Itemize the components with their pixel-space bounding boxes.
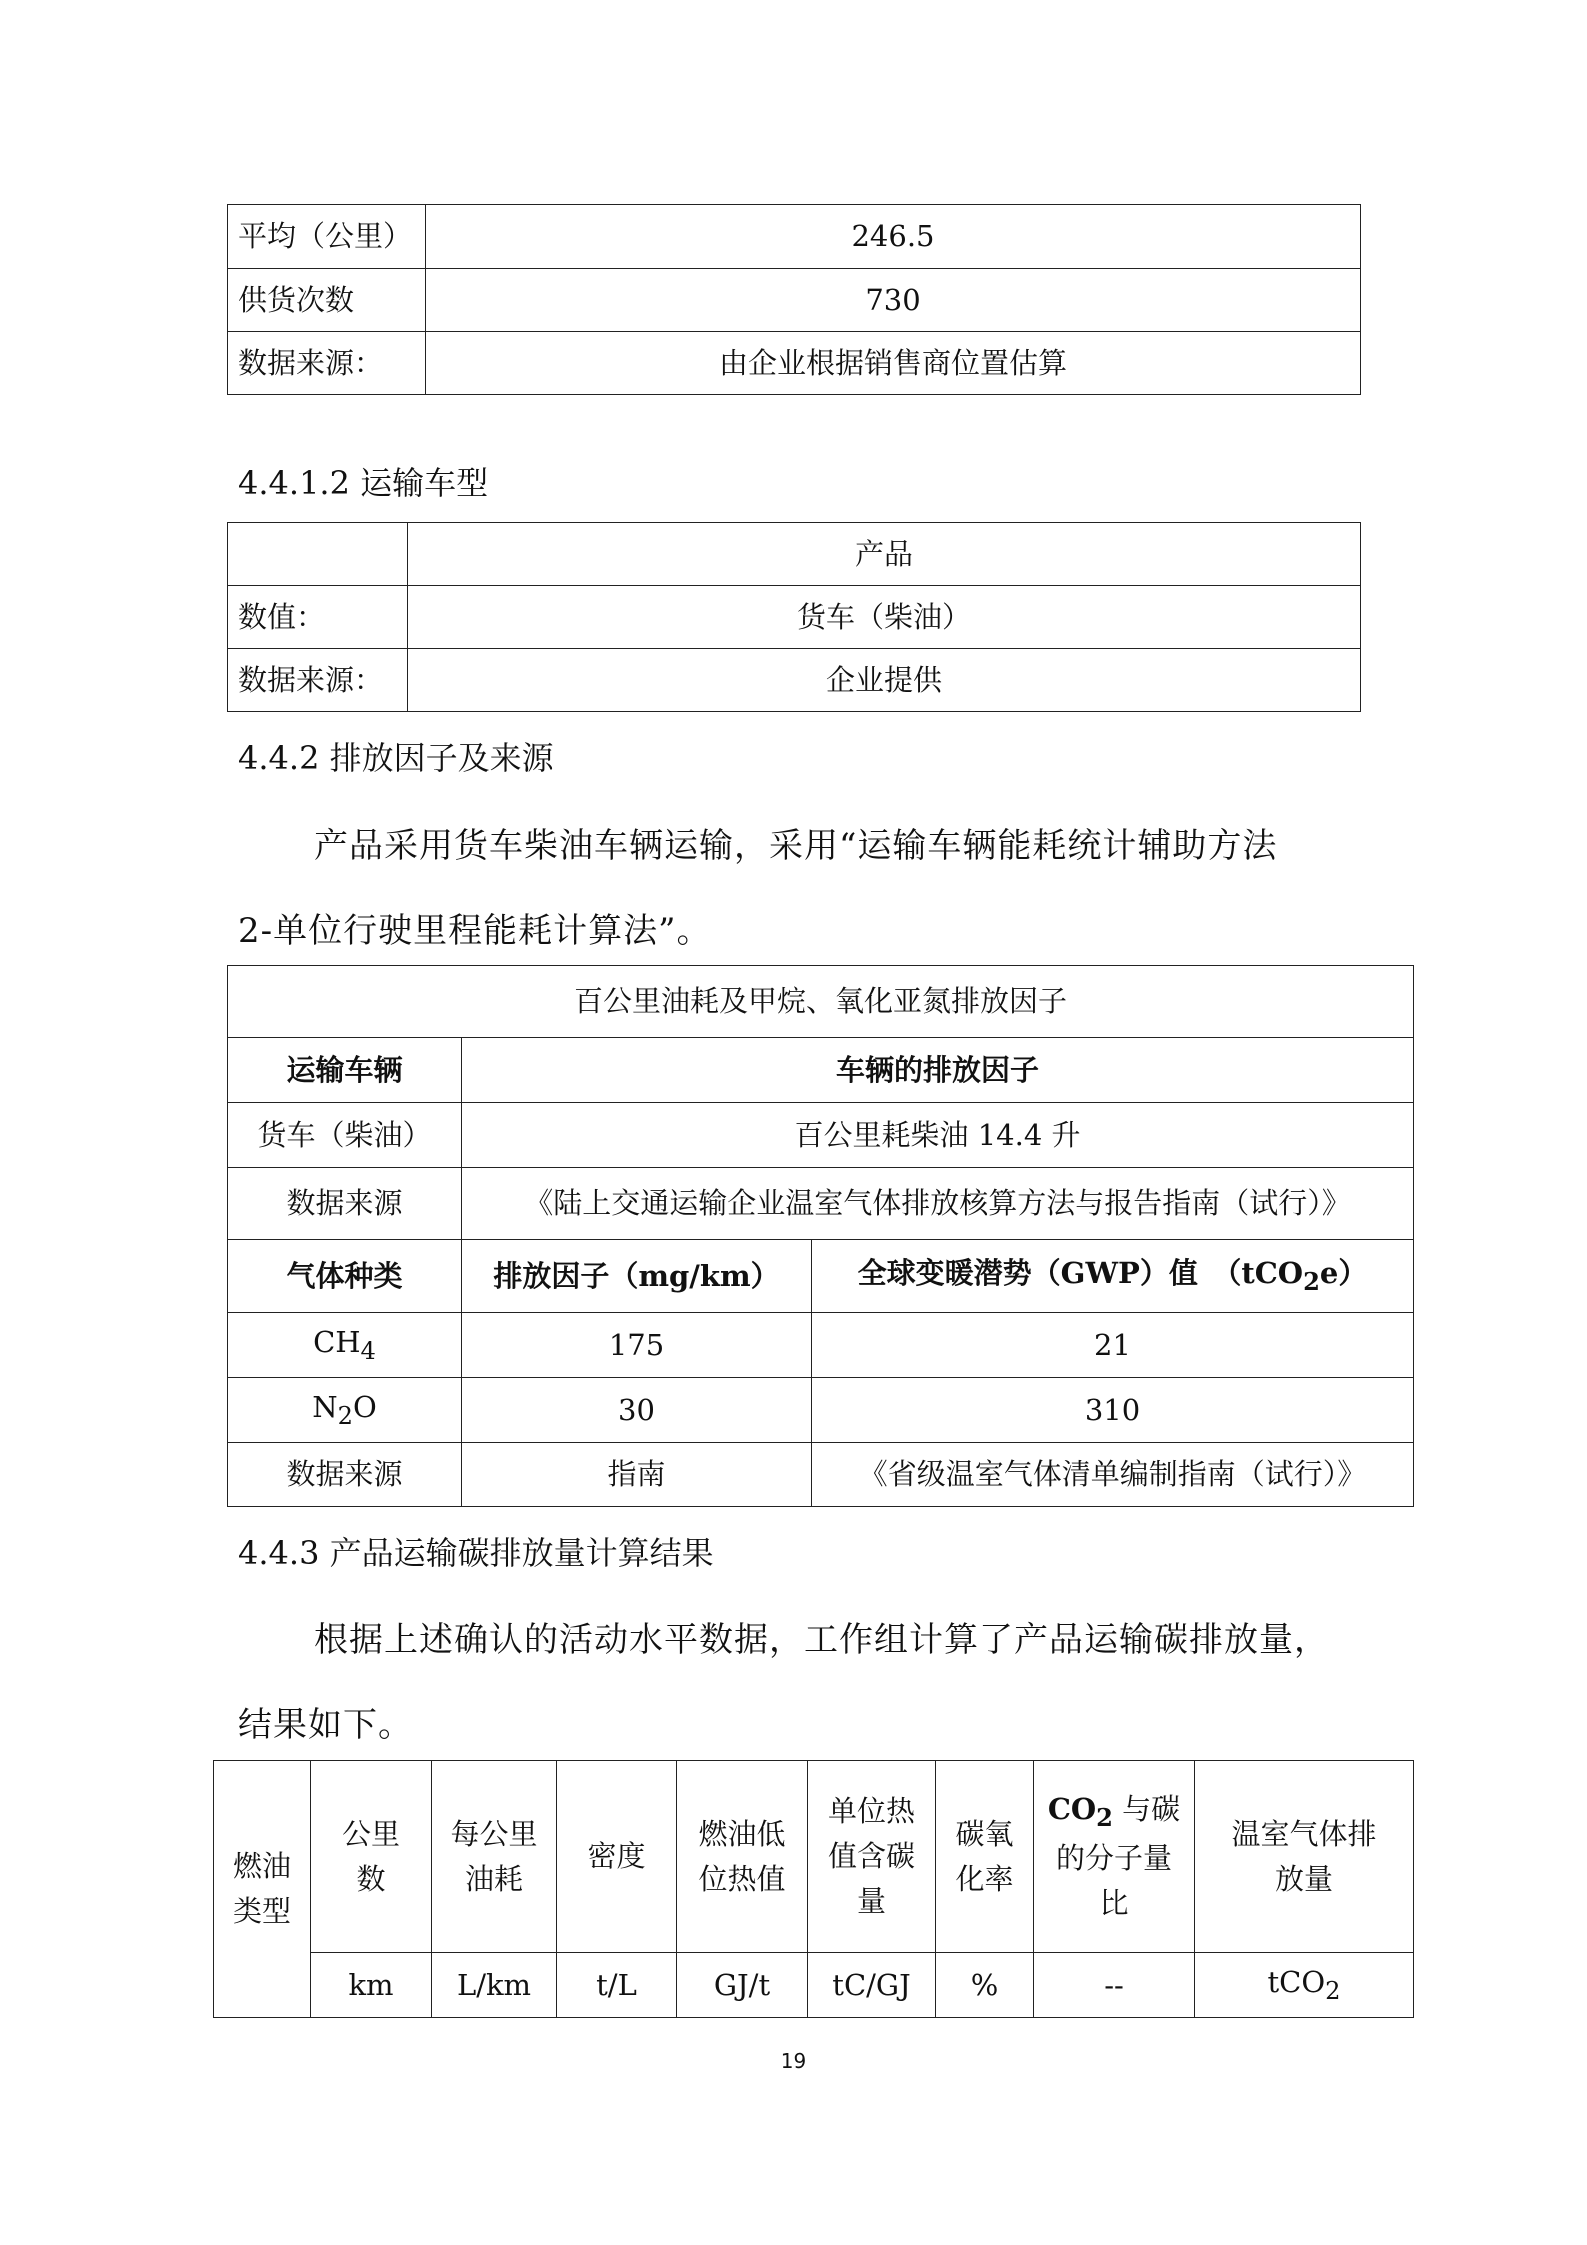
paragraph-line: 产品采用货车柴油车辆运输，采用“运输车辆能耗统计辅助方法 — [314, 826, 1278, 866]
table3-gas-ch4: $CH_4$ — [228, 1313, 462, 1378]
table3-col-header: 车辆的排放因子 — [462, 1038, 1414, 1103]
table4-oxidation-header: 碳氧 化率 — [936, 1761, 1034, 1953]
table2-label: 数据来源： — [228, 649, 408, 712]
table4-carbon-content-header: 单位热 值含碳 量 — [808, 1761, 936, 1953]
table3-source2-label: 数据来源 — [228, 1443, 462, 1507]
table3-source2-ef: 指南 — [462, 1443, 812, 1507]
table3-source-value: 《陆上交通运输企业温室气体排放核算方法与报告指南（试行）》 — [462, 1168, 1414, 1240]
table2-header: 产品 — [408, 523, 1361, 586]
table2-value: 企业提供 — [408, 649, 1361, 712]
paragraph-line: 2-单位行驶里程能耗计算法”。 — [238, 911, 712, 951]
transport-emission-result-table — [213, 1760, 1414, 2018]
table4-ghg-header: 温室气体排 放量 — [1195, 1761, 1414, 1953]
table3-source2-gwp: 《省级温室气体清单编制指南（试行）》 — [812, 1443, 1414, 1507]
table4-unit: t/L — [557, 1953, 677, 2018]
table1-value: 由企业根据销售商位置估算 — [426, 332, 1361, 395]
section-heading-442: 4.4.2 排放因子及来源 — [238, 739, 554, 777]
table2-value: 货车（柴油） — [408, 586, 1361, 649]
table1-label: 平均（公里） — [228, 205, 426, 269]
section-heading-4412: 4.4.1.2 运输车型 — [238, 464, 489, 502]
table2-label: 数值： — [228, 586, 408, 649]
page-number: 19 — [780, 2049, 807, 2073]
table4-density-header: 密度 — [557, 1761, 677, 1953]
section-heading-443: 4.4.3 产品运输碳排放量计算结果 — [238, 1534, 714, 1572]
table3-col-header: 运输车辆 — [228, 1038, 462, 1103]
vehicle-type-table — [227, 522, 1361, 712]
table4-km-header: 公里 数 — [311, 1761, 432, 1953]
table4-unit: tCO$_2$ — [1195, 1953, 1414, 2018]
table4-unit: -- — [1034, 1953, 1195, 2018]
table4-unit: GJ/t — [677, 1953, 808, 2018]
table3-gwp-header: 全球变暖潜势（GWP）值 （tCO$_2$e） — [812, 1240, 1414, 1313]
table2-empty-cell — [228, 523, 408, 586]
table3-fuel-use: 百公里耗柴油 14.4 升 — [462, 1103, 1414, 1168]
table3-title: 百公里油耗及甲烷、氧化亚氮排放因子 — [228, 966, 1414, 1038]
table1-label: 供货次数 — [228, 269, 426, 332]
table3-n2o-gwp: 310 — [812, 1378, 1414, 1443]
paragraph-line: 根据上述确认的活动水平数据，工作组计算了产品运输碳排放量， — [314, 1620, 1329, 1660]
table3-vehicle: 货车（柴油） — [228, 1103, 462, 1168]
table3-ch4-ef: 175 — [462, 1313, 812, 1378]
table4-unit: % — [936, 1953, 1034, 2018]
table4-unit: tC/GJ — [808, 1953, 936, 2018]
table3-ch4-gwp: 21 — [812, 1313, 1414, 1378]
table4-unit: km — [311, 1953, 432, 2018]
table4-unit: L/km — [432, 1953, 557, 2018]
table4-ncv-header: 燃油低 位热值 — [677, 1761, 808, 1953]
table3-gas-n2o: $N_2O$ — [228, 1378, 462, 1443]
table1-value: 730 — [426, 269, 1361, 332]
table1-value: 246.5 — [426, 205, 1361, 269]
table3-source-label: 数据来源 — [228, 1168, 462, 1240]
paragraph-line: 结果如下。 — [238, 1705, 413, 1745]
emission-factor-table — [227, 965, 1414, 1507]
table3-ef-header: 排放因子（mg/km） — [462, 1240, 812, 1313]
transport-distance-table — [227, 204, 1361, 395]
table1-label: 数据来源： — [228, 332, 426, 395]
table4-perkm-header: 每公里 油耗 — [432, 1761, 557, 1953]
table4-molecular-ratio-header: $CO_2$ 与碳 的分子量 比 — [1034, 1761, 1195, 1953]
table4-fuel-type-header: 燃油 类型 — [214, 1761, 311, 2018]
table3-n2o-ef: 30 — [462, 1378, 812, 1443]
table3-gas-header: 气体种类 — [228, 1240, 462, 1313]
